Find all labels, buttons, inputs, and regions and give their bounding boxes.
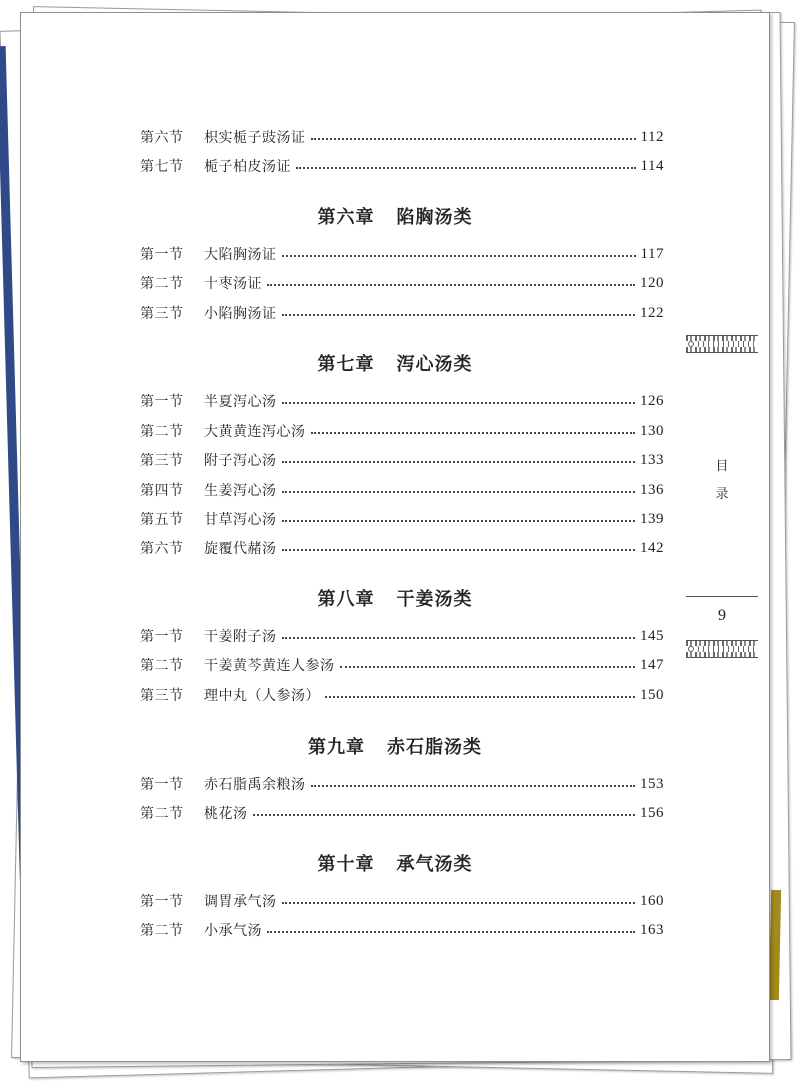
section-title: 枳实栀子豉汤证 (204, 130, 306, 146)
section-number: 第二节 (140, 424, 184, 440)
section-title: 栀子柏皮汤证 (204, 159, 291, 175)
section-number: 第三节 (140, 306, 184, 322)
chapter-name: 承气汤类 (396, 854, 473, 875)
dot-leader (340, 665, 636, 668)
dot-leader (311, 137, 636, 140)
chapter-heading (21, 203, 769, 229)
section-title: 甘草泻心汤 (204, 512, 277, 528)
toc-entry (140, 242, 664, 266)
page-number: 126 (640, 392, 664, 409)
chapter-name: 陷胸汤类 (396, 207, 473, 228)
chapter-name: 泻心汤类 (396, 354, 473, 375)
page-number: 156 (640, 804, 664, 821)
section-number: 第一节 (140, 629, 184, 645)
toc-entry (140, 271, 664, 295)
section-title: 干姜黄芩黄连人参汤 (204, 658, 335, 674)
page-number: 142 (640, 539, 664, 556)
section-number: 第一节 (140, 777, 184, 793)
section-title: 小陷胸汤证 (204, 306, 277, 322)
section-number: 第三节 (140, 453, 184, 469)
page-number: 130 (640, 422, 664, 439)
section-number: 第五节 (140, 512, 184, 528)
section-title: 生姜泻心汤 (204, 483, 277, 499)
page-number: 153 (640, 775, 664, 792)
toc-entry (140, 478, 664, 502)
section-number: 第一节 (140, 247, 184, 263)
folio-rule (686, 596, 758, 597)
chapter-heading (21, 350, 769, 376)
toc-entry (140, 889, 664, 913)
chapter-number: 第九章 (308, 737, 365, 758)
section-number: 第六节 (140, 541, 184, 557)
toc-entry (140, 683, 664, 707)
chapter-number: 第八章 (317, 589, 375, 610)
toc-entry (140, 772, 664, 796)
chapter-heading (21, 733, 769, 759)
section-title: 调胃承气汤 (204, 894, 277, 910)
section-title: 赤石脂禹余粮汤 (204, 777, 306, 793)
chapter-heading (21, 850, 769, 876)
dot-leader (282, 548, 636, 551)
section-number: 第二节 (140, 923, 184, 939)
chapter-name: 干姜汤类 (396, 589, 473, 610)
toc-entry (140, 389, 664, 413)
toc-entry (140, 801, 664, 825)
toc-page (20, 12, 770, 1062)
ornament-band-bottom (686, 640, 758, 658)
dot-leader (282, 401, 636, 404)
dot-leader (282, 460, 636, 463)
section-title: 附子泻心汤 (204, 453, 277, 469)
dot-leader (325, 695, 635, 698)
toc-entry (140, 918, 664, 942)
chapter-number: 第十章 (317, 854, 375, 875)
page-number: 160 (640, 892, 664, 909)
section-number: 第一节 (140, 894, 184, 910)
toc-entry (140, 154, 664, 178)
page-number: 139 (640, 510, 664, 527)
section-number: 第二节 (140, 806, 184, 822)
section-title: 大黄黄连泻心汤 (204, 424, 306, 440)
chapter-number: 第七章 (317, 354, 375, 375)
toc-entry (140, 419, 664, 443)
toc-entry (140, 653, 664, 677)
dot-leader (296, 166, 636, 169)
dot-leader (282, 901, 636, 904)
page-number: 122 (640, 304, 664, 321)
dot-leader (282, 519, 636, 522)
page-number: 136 (640, 481, 664, 498)
section-number: 第二节 (140, 658, 184, 674)
chapter-heading (21, 585, 769, 611)
section-number: 第一节 (140, 394, 184, 410)
dot-leader (282, 313, 636, 316)
section-title: 半夏泻心汤 (204, 394, 277, 410)
page-number: 112 (640, 128, 664, 145)
section-title: 桃花汤 (204, 806, 248, 822)
dot-leader (253, 813, 636, 816)
dot-leader (267, 930, 635, 933)
page-number: 150 (640, 686, 664, 703)
chapter-number: 第六章 (317, 207, 375, 228)
toc-entry (140, 536, 664, 560)
dot-leader (282, 490, 636, 493)
page-number: 114 (640, 157, 664, 174)
dot-leader (311, 431, 636, 434)
section-title: 干姜附子汤 (204, 629, 277, 645)
dot-leader (282, 636, 636, 639)
section-number: 第二节 (140, 276, 184, 292)
sidebar-label-char: 目 (715, 459, 729, 474)
section-title: 旋覆代赭汤 (204, 541, 277, 557)
folio-page-number: 9 (718, 607, 726, 624)
page-number: 163 (640, 921, 664, 938)
section-title: 十枣汤证 (204, 276, 262, 292)
section-title: 大陷胸汤证 (204, 247, 277, 263)
page-number: 120 (640, 274, 664, 291)
section-number: 第四节 (140, 483, 184, 499)
section-title: 小承气汤 (204, 923, 262, 939)
sidebar-label-char: 录 (715, 487, 729, 502)
section-number: 第七节 (140, 159, 184, 175)
page-number: 145 (640, 627, 664, 644)
toc-entry (140, 507, 664, 531)
section-number: 第六节 (140, 130, 184, 146)
ornament-band-top (686, 335, 758, 353)
dot-leader (267, 283, 635, 286)
toc-entry (140, 125, 664, 149)
dot-leader (311, 784, 636, 787)
toc-entry (140, 301, 664, 325)
section-title: 理中丸（人参汤） (204, 688, 320, 704)
page-number: 117 (640, 245, 664, 262)
dot-leader (282, 254, 636, 257)
page-number: 147 (640, 656, 664, 673)
page-number: 133 (640, 451, 664, 468)
section-number: 第三节 (140, 688, 184, 704)
chapter-name: 赤石脂汤类 (387, 737, 482, 758)
toc-entry (140, 448, 664, 472)
toc-entry (140, 624, 664, 648)
